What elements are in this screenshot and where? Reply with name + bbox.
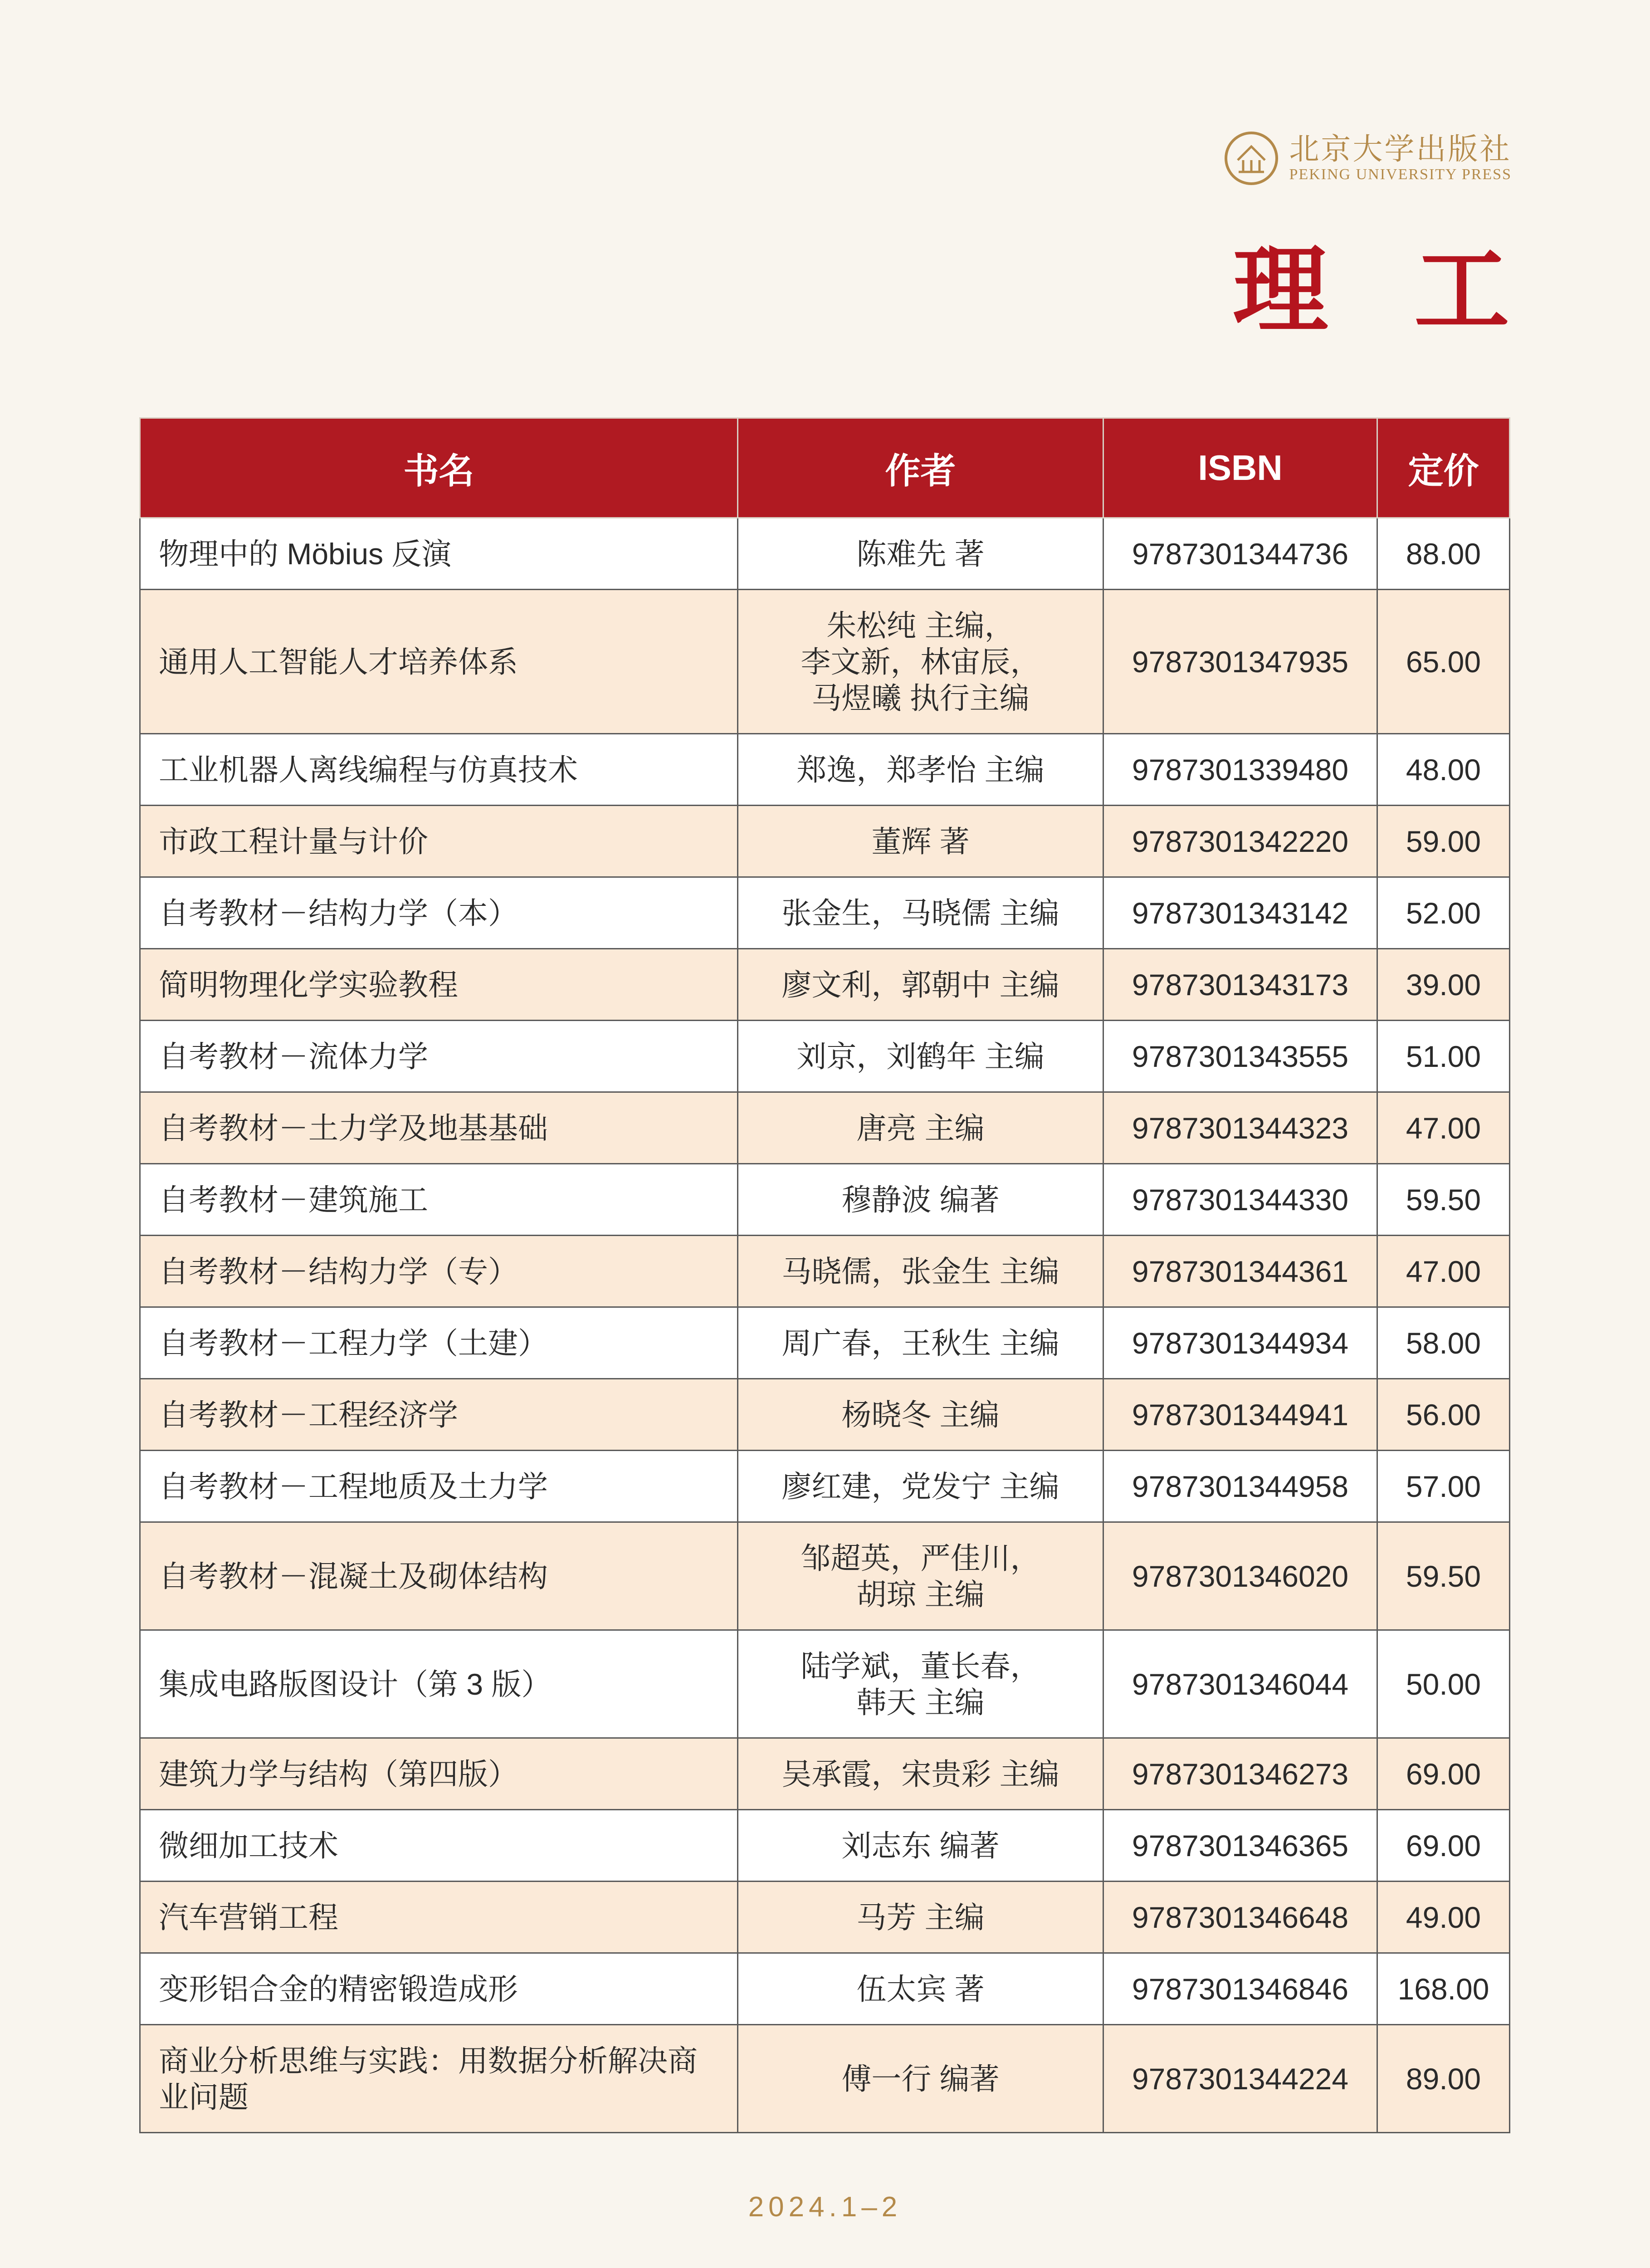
table-row — [140, 806, 1510, 877]
author-line: 刘京，刘鹤年 主编 — [796, 1039, 1045, 1073]
author-line: 唐亮 主编 — [856, 1111, 985, 1145]
author-cell — [738, 590, 1103, 734]
publisher-name-cn: 北京大学出版社 — [1289, 132, 1512, 166]
author-cell — [738, 806, 1103, 877]
price-cell: 59.50 — [1377, 1164, 1510, 1236]
table-row — [140, 949, 1510, 1021]
price-cell: 51.00 — [1377, 1021, 1510, 1092]
table-row — [140, 1092, 1510, 1164]
author-line: 杨晓冬 主编 — [841, 1398, 1000, 1432]
author-line: 朱松纯 主编， — [826, 608, 1015, 642]
author-cell — [738, 2025, 1103, 2133]
price-cell: 168.00 — [1377, 1953, 1510, 2025]
author-line: 张金生，马晓儒 主编 — [781, 896, 1059, 930]
publisher-logo — [1225, 132, 1512, 185]
isbn-cell: 9787301344958 — [1103, 1451, 1377, 1522]
price-cell: 48.00 — [1377, 734, 1510, 806]
book-title-cell: 工业机器人离线编程与仿真技术 — [140, 734, 738, 806]
author-line: 董辉 著 — [871, 824, 970, 858]
isbn-cell: 9787301343173 — [1103, 949, 1377, 1021]
book-title-cell: 自考教材－土力学及地基基础 — [140, 1092, 738, 1164]
table-row — [140, 1810, 1510, 1882]
isbn-cell: 9787301346273 — [1103, 1738, 1377, 1810]
author-cell — [738, 1307, 1103, 1379]
price-cell: 69.00 — [1377, 1810, 1510, 1882]
book-title-cell: 自考教材－工程地质及土力学 — [140, 1451, 738, 1522]
table-row — [140, 1451, 1510, 1522]
table-row — [140, 1882, 1510, 1953]
book-title-cell: 自考教材－结构力学（本） — [140, 877, 738, 949]
author-line: 马晓儒，张金生 主编 — [781, 1254, 1059, 1288]
table-row — [140, 1738, 1510, 1810]
peking-university-seal-icon — [1225, 132, 1278, 185]
book-title-cell: 汽车营销工程 — [140, 1882, 738, 1953]
book-title-cell: 商业分析思维与实践：用数据分析解决商业问题 — [140, 2025, 738, 2133]
book-title-cell: 自考教材－混凝土及砌体结构 — [140, 1522, 738, 1630]
isbn-cell: 9787301346044 — [1103, 1630, 1377, 1738]
author-cell — [738, 1164, 1103, 1236]
table-row — [140, 734, 1510, 806]
isbn-cell: 9787301343555 — [1103, 1021, 1377, 1092]
isbn-cell: 9787301344361 — [1103, 1236, 1377, 1307]
book-title-cell: 物理中的 Möbius 反演 — [140, 518, 738, 590]
author-cell — [738, 1630, 1103, 1738]
author-line: 李文新，林宙辰， — [801, 645, 1040, 679]
price-cell: 50.00 — [1377, 1630, 1510, 1738]
price-cell: 65.00 — [1377, 590, 1510, 734]
isbn-cell: 9787301344224 — [1103, 2025, 1377, 2133]
author-cell — [738, 1021, 1103, 1092]
isbn-cell: 9787301344330 — [1103, 1164, 1377, 1236]
author-line: 胡琼 主编 — [856, 1577, 985, 1611]
book-title-cell: 通用人工智能人才培养体系 — [140, 590, 738, 734]
book-title-cell: 集成电路版图设计（第 3 版） — [140, 1630, 738, 1738]
author-cell — [738, 734, 1103, 806]
author-cell — [738, 1451, 1103, 1522]
author-cell — [738, 1810, 1103, 1882]
isbn-cell: 9787301339480 — [1103, 734, 1377, 806]
author-line: 穆静波 编著 — [841, 1183, 1000, 1217]
page-title: 理工 — [1232, 234, 1596, 346]
isbn-cell: 9787301346846 — [1103, 1953, 1377, 2025]
price-cell: 89.00 — [1377, 2025, 1510, 2133]
author-line: 刘志东 编著 — [841, 1828, 1000, 1862]
book-title-cell: 自考教材－建筑施工 — [140, 1164, 738, 1236]
price-cell: 88.00 — [1377, 518, 1510, 590]
isbn-cell: 9787301344736 — [1103, 518, 1377, 590]
author-line: 陈难先 著 — [856, 537, 985, 571]
isbn-cell: 9787301346365 — [1103, 1810, 1377, 1882]
column-header-author: 作者 — [738, 418, 1103, 518]
price-cell: 47.00 — [1377, 1236, 1510, 1307]
table-row — [140, 1021, 1510, 1092]
isbn-cell: 9787301346020 — [1103, 1522, 1377, 1630]
author-cell — [738, 1236, 1103, 1307]
author-line: 吴承霞，宋贵彩 主编 — [781, 1757, 1059, 1791]
table-row — [140, 1236, 1510, 1307]
author-line: 邹超英，严佳川， — [801, 1541, 1040, 1575]
isbn-cell: 9787301344934 — [1103, 1307, 1377, 1379]
book-catalog-table — [139, 417, 1510, 2133]
table-row — [140, 1522, 1510, 1630]
author-cell — [738, 1953, 1103, 2025]
table-row — [140, 1630, 1510, 1738]
publisher-name-en: PEKING UNIVERSITY PRESS — [1289, 166, 1512, 183]
author-cell — [738, 1092, 1103, 1164]
author-line: 伍太宾 著 — [856, 1972, 985, 2006]
book-title-cell: 简明物理化学实验教程 — [140, 949, 738, 1021]
table-row — [140, 1379, 1510, 1451]
author-line: 马煜曦 执行主编 — [811, 681, 1030, 715]
book-title-cell: 自考教材－工程力学（土建） — [140, 1307, 738, 1379]
book-title-cell: 自考教材－工程经济学 — [140, 1379, 738, 1451]
price-cell: 69.00 — [1377, 1738, 1510, 1810]
author-line: 郑逸，郑孝怡 主编 — [796, 753, 1045, 787]
book-title-cell: 自考教材－流体力学 — [140, 1021, 738, 1092]
isbn-cell: 9787301344323 — [1103, 1092, 1377, 1164]
author-line: 傅一行 编著 — [841, 2062, 1000, 2096]
column-header-title: 书名 — [140, 418, 738, 518]
table-row — [140, 1164, 1510, 1236]
author-cell — [738, 518, 1103, 590]
author-cell — [738, 877, 1103, 949]
book-title-cell: 建筑力学与结构（第四版） — [140, 1738, 738, 1810]
column-header-price: 定价 — [1377, 418, 1510, 518]
table-row — [140, 590, 1510, 734]
price-cell: 56.00 — [1377, 1379, 1510, 1451]
book-title-cell: 自考教材－结构力学（专） — [140, 1236, 738, 1307]
isbn-cell: 9787301342220 — [1103, 806, 1377, 877]
price-cell: 49.00 — [1377, 1882, 1510, 1953]
isbn-cell: 9787301344941 — [1103, 1379, 1377, 1451]
author-cell — [738, 949, 1103, 1021]
author-line: 周广春，王秋生 主编 — [781, 1326, 1059, 1360]
isbn-cell: 9787301343142 — [1103, 877, 1377, 949]
isbn-cell: 9787301347935 — [1103, 590, 1377, 734]
table-row — [140, 518, 1510, 590]
author-line: 马芳 主编 — [856, 1900, 985, 1934]
price-cell: 57.00 — [1377, 1451, 1510, 1522]
table-row — [140, 1953, 1510, 2025]
price-cell: 52.00 — [1377, 877, 1510, 949]
price-cell: 47.00 — [1377, 1092, 1510, 1164]
page-number: 2024.1–2 — [748, 2191, 902, 2223]
author-line: 廖红建，党发宁 主编 — [781, 1469, 1059, 1503]
book-title-cell: 市政工程计量与计价 — [140, 806, 738, 877]
table-row — [140, 2025, 1510, 2133]
author-cell — [738, 1522, 1103, 1630]
price-cell: 39.00 — [1377, 949, 1510, 1021]
author-cell — [738, 1379, 1103, 1451]
price-cell: 59.00 — [1377, 806, 1510, 877]
author-line: 廖文利，郭朝中 主编 — [781, 968, 1059, 1002]
price-cell: 59.50 — [1377, 1522, 1510, 1630]
table-row — [140, 877, 1510, 949]
author-cell — [738, 1738, 1103, 1810]
table-row — [140, 1307, 1510, 1379]
column-header-isbn: ISBN — [1103, 418, 1377, 518]
author-line: 陆学斌，董长春， — [801, 1649, 1040, 1683]
table-header-row — [140, 418, 1510, 518]
author-cell — [738, 1882, 1103, 1953]
price-cell: 58.00 — [1377, 1307, 1510, 1379]
isbn-cell: 9787301346648 — [1103, 1882, 1377, 1953]
book-title-cell: 变形铝合金的精密锻造成形 — [140, 1953, 738, 2025]
author-line: 韩天 主编 — [856, 1685, 985, 1719]
book-title-cell: 微细加工技术 — [140, 1810, 738, 1882]
